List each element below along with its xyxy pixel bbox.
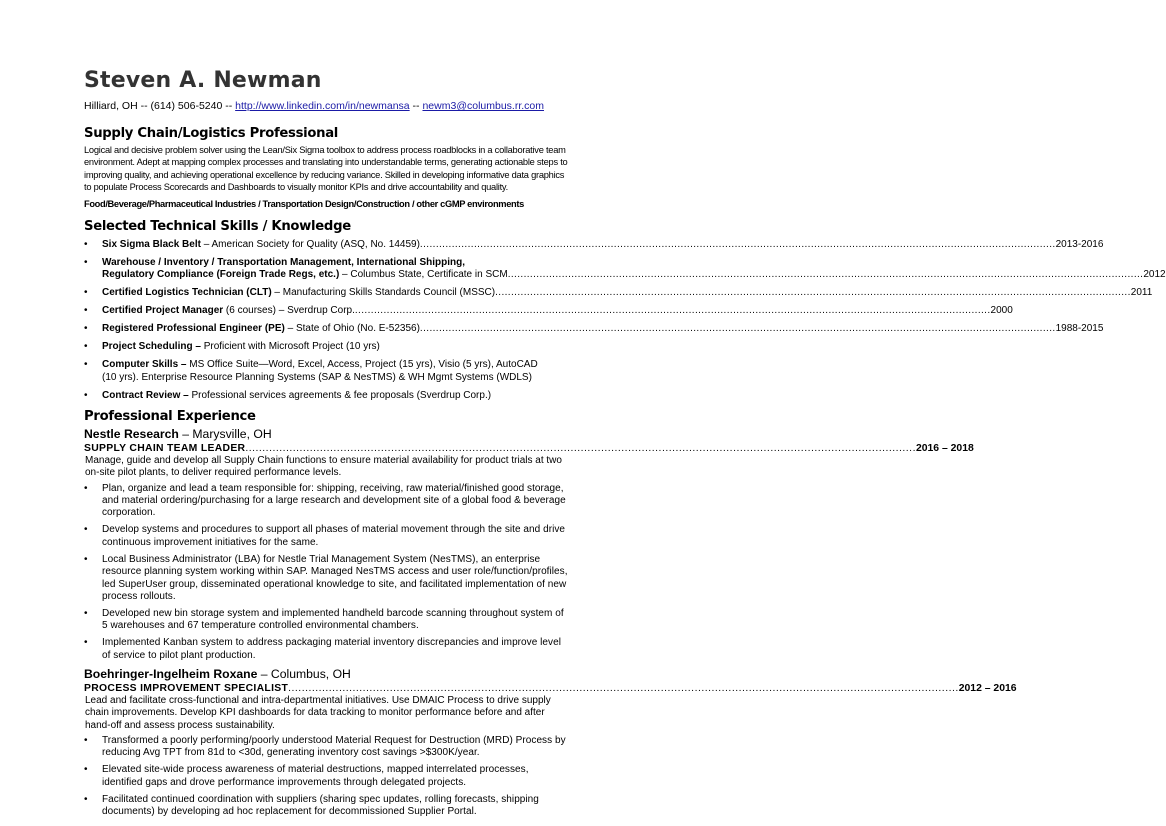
bullet-icon: • xyxy=(84,482,88,494)
industries-line: Food/Beverage/Pharmaceutical Industries / Transportation Design/Construction / other cGMP environments xyxy=(84,198,524,209)
duty-item xyxy=(84,637,568,662)
summary-heading: Supply Chain/Logistics Professional xyxy=(84,126,339,141)
skill-name: Project Scheduling – xyxy=(102,341,201,353)
linkedin-link[interactable]: http://www.linkedin.com/in/newmansa xyxy=(235,100,410,112)
dot-leader xyxy=(355,305,991,318)
skill-detail: Proficient with Microsoft Project (10 yrs) xyxy=(200,341,380,353)
location-phone: Hilliard, OH -- (614) 506-5240 -- xyxy=(84,100,236,112)
skill-name: Certified Logistics Technician (CLT) xyxy=(102,287,272,299)
bullet-icon: • xyxy=(84,793,88,805)
job-entry xyxy=(84,426,974,662)
job-intro: Lead and facilitate cross-functional and intra-departmental initiatives. Use DMAIC Process to drive supply chain improvements. Develop KPI dashboards for data tracking to monitor performance before and after hand-off and assess process sustainability. xyxy=(85,694,551,731)
bullet-icon: • xyxy=(84,637,88,649)
skill-item xyxy=(84,390,568,403)
duty-item xyxy=(84,735,568,760)
bullet-icon: • xyxy=(84,389,88,401)
contact-line xyxy=(84,100,568,113)
skill-name: Registered Professional Engineer (PE) xyxy=(102,323,285,335)
company-location: – Marysville, OH xyxy=(178,426,272,441)
duty-item xyxy=(84,764,568,789)
dot-leader xyxy=(495,287,1131,300)
skill-name: Six Sigma Black Belt xyxy=(102,238,201,250)
bullet-icon: • xyxy=(84,287,88,299)
dot-leader xyxy=(508,269,1144,282)
dot-leader xyxy=(245,442,916,455)
duty-text: Developed new bin storage system and implemented handheld barcode scanning throughout system of 5 warehouses and 67 temperature controlled environmental chambers. xyxy=(102,607,564,632)
job-entry xyxy=(84,666,1017,819)
skill-item xyxy=(84,305,1013,318)
duties-list xyxy=(84,735,568,819)
bullet-icon: • xyxy=(84,764,88,776)
bullet-icon: • xyxy=(84,256,88,268)
skill-detail: – American Society for Quality (ASQ, No. 14459) xyxy=(200,238,420,250)
job-title: SUPPLY CHAIN TEAM LEADER xyxy=(84,442,246,454)
duties-list xyxy=(84,483,568,663)
skills-heading: Selected Technical Skills / Knowledge xyxy=(84,218,351,234)
duty-text: Local Business Administrator (LBA) for Nestle Trial Management System (NesTMS), an enterprise resource planning system working within SAP. Managed NesTMS access and user role/function/profiles, led SuperUser group, disseminated operational knowledge to site, and facilitated implementation of new process rollouts. xyxy=(102,553,568,602)
duty-item xyxy=(84,554,568,604)
skill-year: 2012 xyxy=(1143,269,1166,281)
skill-name: Certified Project Manager xyxy=(102,305,224,317)
duty-item xyxy=(84,608,568,633)
bullet-icon: • xyxy=(84,341,88,353)
skill-detail: – State of Ohio (No. E-52356) xyxy=(284,323,420,335)
contact-separator: -- xyxy=(409,100,423,112)
skill-item xyxy=(84,323,1104,336)
skill-item xyxy=(84,359,568,384)
duty-text: Transformed a poorly performing/poorly understood Material Request for Destruction (MRD) Process by reducing Avg TPT from 81d to <30d, generating inventory cost savings >$300K/year. xyxy=(102,734,566,759)
company-name: Boehringer-Ingelheim Roxane xyxy=(84,666,258,681)
skill-name: Warehouse / Inventory / Transportation Management, International Shipping, xyxy=(102,256,466,268)
skill-detail: Professional services agreements & fee proposals (Sverdrup Corp.) xyxy=(188,389,492,401)
summary-text: Logical and decisive problem solver using the Lean/Six Sigma toolbox to address process roadblocks in a collaborative team environment. Adept at mapping complex processes and translating into understandable terms, generating actionable steps to improving quality, and achieving operational excellence by reducing variance. Skilled in developing informative data graphics to populate Process Scorecards and Dashboards to visually monitor KPIs and drive accountability and quality. xyxy=(84,145,568,193)
job-intro: Manage, guide and develop all Supply Chain functions to ensure material availability for product trials at two on-site pilot plants, to deliver required performance levels. xyxy=(85,454,562,479)
skill-detail: MS Office Suite—Word, Excel, Access, Project (15 yrs), Visio (5 yrs), AutoCAD xyxy=(186,359,538,371)
company-name: Nestle Research xyxy=(84,426,179,441)
bullet-icon: • xyxy=(84,323,88,335)
skill-name-cont: Regulatory Compliance (Foreign Trade Regs, etc.) xyxy=(102,269,340,281)
skill-detail: (6 courses) – Sverdrup Corp. xyxy=(223,305,355,317)
skill-item xyxy=(84,238,1104,252)
dot-leader xyxy=(288,682,959,695)
dot-leader xyxy=(420,323,1056,336)
duty-item xyxy=(84,524,568,549)
skill-detail: – Columbus State, Certificate in SCM xyxy=(339,269,508,281)
skills-list xyxy=(84,238,1166,403)
dot-leader xyxy=(420,239,1056,252)
skill-name: Computer Skills – xyxy=(102,359,187,371)
bullet-icon: • xyxy=(84,553,88,565)
skill-year: 2000 xyxy=(990,305,1013,317)
company-location: – Columbus, OH xyxy=(257,666,351,681)
bullet-icon: • xyxy=(84,359,88,371)
email-link[interactable]: newm3@columbus.rr.com xyxy=(422,100,544,112)
job-dates: 2012 – 2016 xyxy=(958,682,1017,694)
skill-item xyxy=(84,256,1166,282)
bullet-icon: • xyxy=(84,238,88,250)
experience-heading: Professional Experience xyxy=(84,408,256,424)
duty-item xyxy=(84,483,568,520)
skill-item xyxy=(84,287,1153,300)
resume-page xyxy=(84,68,1166,823)
skill-year: 2011 xyxy=(1130,287,1153,299)
candidate-name: Steven A. Newman xyxy=(84,68,322,93)
skill-detail: – Manufacturing Skills Standards Council (MSSC) xyxy=(271,287,496,299)
skill-name: Contract Review – xyxy=(102,389,189,401)
bullet-icon: • xyxy=(84,607,88,619)
job-title: PROCESS IMPROVEMENT SPECIALIST xyxy=(84,682,289,694)
bullet-icon: • xyxy=(84,305,88,317)
duty-text: Plan, organize and lead a team responsible for: shipping, receiving, raw material/finished good storage, and material ordering/purchasing for a large research and development site of a global food & beverage corporation. xyxy=(102,482,566,519)
duty-text: Develop systems and procedures to support all phases of material movement through the site and drive continuous improvement initiatives for the same. xyxy=(102,524,566,548)
skill-year: 2013-2016 xyxy=(1055,238,1104,250)
duty-text: Implemented Kanban system to address packaging material inventory discrepancies and improve level of service to pilot plant production. xyxy=(102,637,561,661)
bullet-icon: • xyxy=(84,734,88,746)
duty-item xyxy=(84,794,568,819)
duty-text: Elevated site-wide process awareness of material destructions, mapped interrelated processes, identified gaps and drove performance improvements through delegated projects. xyxy=(102,764,529,788)
skill-year: 1988-2015 xyxy=(1055,323,1104,335)
skill-detail-cont: (10 yrs). Enterprise Resource Planning Systems (SAP & NesTMS) & WH Mgmt Systems (WDLS) xyxy=(102,371,532,383)
bullet-icon: • xyxy=(84,524,88,536)
job-dates: 2016 – 2018 xyxy=(915,442,974,454)
skill-item xyxy=(84,341,568,354)
duty-text: Facilitated continued coordination with suppliers (sharing spec updates, rolling forecasts, shipping documents) by developing ad hoc replacement for decommissioned Supplier Portal. xyxy=(102,793,539,818)
